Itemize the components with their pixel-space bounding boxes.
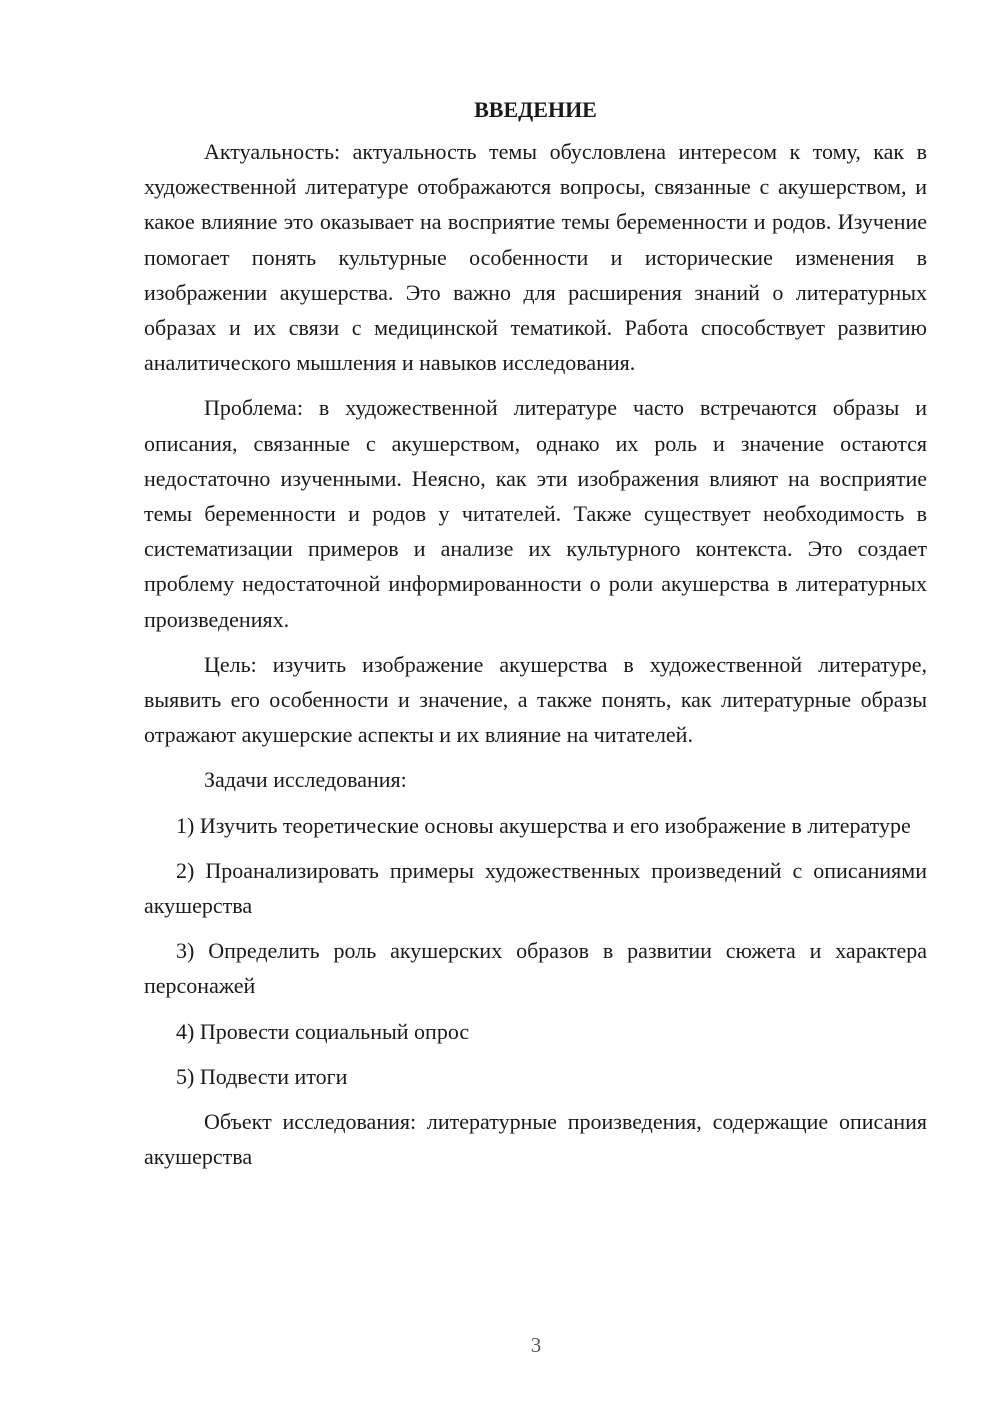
page-number: 3 — [530, 1333, 542, 1357]
goal-paragraph: Цель: изучить изображение акушерства в художественной литературе, выявить его особенности и значение, а также понять, как литературные образы отражают акушерские аспекты и их влияние на читателей. — [144, 651, 927, 748]
relevance-paragraph: Актуальность: актуальность темы обусловлена интересом к тому, как в художественной литературе отображаются вопросы, связанные с акушерством, и какое влияние это оказывает на восприятие темы беременности и родов. Изучение помогает понять культурные особенности и исторические изменения в изображении акушерства. Это важно для расширения знаний о литературных образах и их связи с медицинской тематикой. Работа способствует развитию аналитического мышления и навыков исследования. — [144, 139, 927, 376]
section-title: ВВЕДЕНИЕ — [474, 97, 597, 122]
task-item-5: 5) Подвести итоги — [176, 1063, 348, 1089]
document-page — [144, 92, 927, 1184]
object-paragraph: Объект исследования: литературные произведения, содержащие описания акушерства — [144, 1109, 927, 1170]
task-item-4: 4) Провести социальный опрос — [176, 1018, 470, 1044]
task-item-3: 3) Определить роль акушерских образов в развитии сюжета и характера персонажей — [144, 938, 927, 999]
tasks-heading: Задачи исследования: — [204, 767, 407, 793]
task-item-2: 2) Проанализировать примеры художественных произведений с описаниями акушерства — [144, 857, 927, 919]
problem-paragraph: Проблема: в художественной литературе часто встречаются образы и описания, связанные с акушерством, однако их роль и значение остаются недостаточно изученными. Неясно, как эти изображения влияют на восприятие темы беременности и родов у читателей. Также существует необходимость в систематизации примеров и анализе их культурного контекста. Это создает проблему недостаточной информированности о роли акушерства в литературных произведениях. — [144, 395, 927, 632]
task-item-1: 1) Изучить теоретические основы акушерства и его изображение в литературе — [176, 812, 911, 838]
